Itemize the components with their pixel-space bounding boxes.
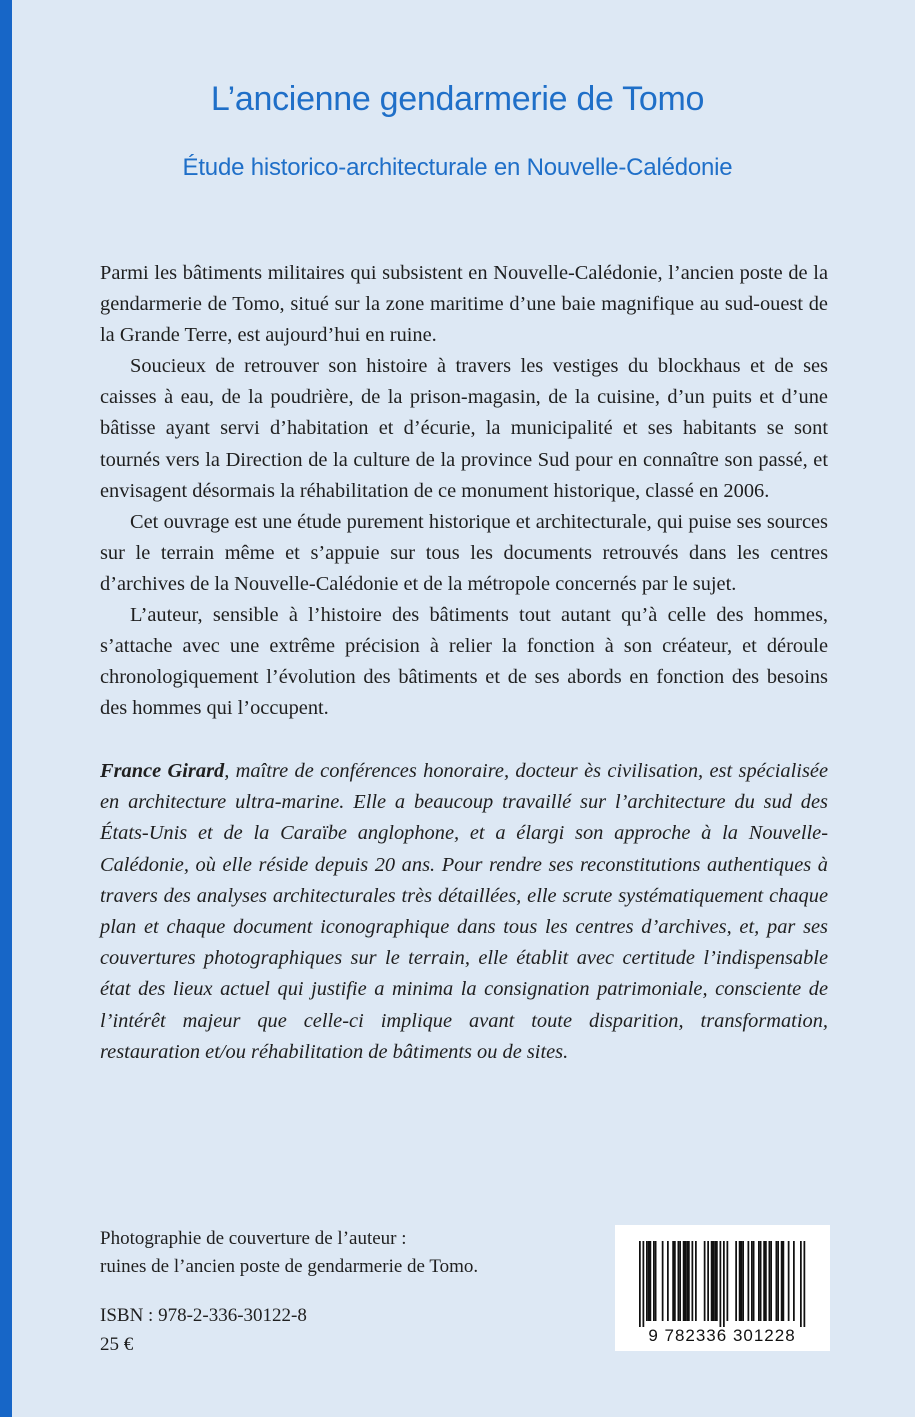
barcode-bar: [655, 1241, 657, 1321]
barcode-bar: [683, 1241, 685, 1321]
photo-credits: [100, 1225, 478, 1281]
barcode-bar: [781, 1241, 783, 1321]
barcode-bar: [686, 1241, 688, 1321]
barcode-bar: [679, 1241, 681, 1321]
barcode-bar: [674, 1241, 676, 1321]
barcode-bar: [692, 1241, 694, 1321]
barcode-bar: [678, 1241, 680, 1321]
barcode-bar: [777, 1241, 779, 1321]
barcode-bar: [720, 1241, 722, 1327]
barcode-bar: [758, 1241, 760, 1321]
barcode-bar: [763, 1241, 765, 1321]
barcode-bar: [742, 1241, 744, 1321]
barcode-bar: [653, 1241, 655, 1321]
isbn: ISBN : 978-2-336-30122-8: [100, 1305, 307, 1326]
barcode-bar: [751, 1241, 753, 1321]
summary-paragraph: Soucieux de retrouver son histoire à travers les vestiges du blockhaus et de ses caisses à eau, de la poudrière, de la prison-magasin, de la cuisine, d’un puits et d’une bâtisse ayant servi d’habitation et d’écurie, la municipalité et ses habitants se sont tournés vers la Direction de la culture de la province Sud pour en connaître son passé, et envisagent désormais la réhabilitation de ce monument historique, classé en 2006.: [100, 355, 828, 502]
barcode-bar: [662, 1241, 664, 1321]
barcode-bar: [650, 1241, 652, 1321]
barcode-bar: [672, 1241, 674, 1321]
photo-credits-line: Photographie de couverture de l’auteur :: [100, 1228, 407, 1249]
barcode-bar: [765, 1241, 767, 1321]
barcode-bars: [639, 1241, 805, 1327]
barcode-bar: [727, 1241, 729, 1321]
barcode-bar: [739, 1241, 741, 1321]
summary-paragraph: Cet ouvrage est une étude purement historique et architecturale, qui puise ses sources sur le terrain même et s’appuie sur tous les documents retrouvés dans les centres d’archives de la Nouvelle-Calédonie et de la métropole concernés par le sujet.: [100, 510, 828, 595]
barcode-bar: [800, 1241, 802, 1327]
photo-credits-line: ruines de l’ancien poste de gendarmerie de Tomo.: [100, 1256, 479, 1277]
summary-paragraph: Parmi les bâtiments militaires qui subsistent en Nouvelle-Calédonie, l’ancien poste de la gendarmerie de Tomo, situé sur la zone maritime d’une baie magnifique au sud-ouest de la Grande Terre, est aujourd’hui en ruine.: [100, 262, 828, 347]
barcode-bar: [788, 1241, 790, 1321]
barcode-bar: [723, 1241, 725, 1327]
barcode-bar: [707, 1241, 709, 1321]
barcode-bar: [667, 1241, 669, 1321]
barcode-bar: [648, 1241, 650, 1321]
author-bio: [100, 756, 828, 1068]
barcode-bar: [783, 1241, 785, 1321]
barcode-bar: [704, 1241, 706, 1321]
barcode-bar: [793, 1241, 795, 1321]
barcode-bar: [695, 1241, 697, 1321]
barcode-bar: [760, 1241, 762, 1321]
book-title: L’ancienne gendarmerie de Tomo: [210, 80, 705, 118]
barcode-bar: [741, 1241, 743, 1321]
barcode: [615, 1225, 830, 1351]
barcode-bar: [639, 1241, 641, 1327]
author-name: France Girard: [100, 760, 225, 782]
barcode-bar: [688, 1241, 690, 1321]
barcode-bar: [714, 1241, 716, 1321]
barcode-bar: [770, 1241, 772, 1321]
barcode-bar: [643, 1241, 645, 1327]
barcode-bar: [646, 1241, 648, 1321]
barcode-bar: [804, 1241, 806, 1327]
barcode-bar: [748, 1241, 750, 1321]
summary-paragraph: L’auteur, sensible à l’histoire des bâtiments tout autant qu’à celle des hommes, s’attache avec une extrême précision à relier la fonction à son créateur, et déroule chronologiquement l’évolution des bâtiments et de ses abords en fonction des besoins des hommes qui l’occupent.: [100, 604, 828, 720]
price: 25 €: [100, 1334, 134, 1355]
barcode-bar: [769, 1241, 771, 1321]
barcode-bar: [713, 1241, 715, 1321]
side-color-bar: [0, 0, 12, 1417]
barcode-bar: [776, 1241, 778, 1321]
summary-text: [100, 258, 828, 724]
barcode-digits: 9 782336 301228: [648, 1326, 796, 1345]
barcode-bar: [685, 1241, 687, 1321]
book-subtitle: Étude historico-architecturale en Nouvelle-Calédonie: [182, 154, 733, 181]
barcode-bar: [735, 1241, 737, 1321]
author-bio-text: , maître de conférences honoraire, docteur ès civilisation, est spécialisée en architecture ultra-marine. Elle a beaucoup travaillé sur l’architecture du sud des États-Unis et de la Caraïbe anglophone, et a élargi son approche à la Nouvelle-Calédonie, où elle réside depuis 20 ans. Pour rendre ses reconstitutions authentiques à travers des analyses architecturales très détaillées, elle scrute systématiquement chaque plan et chaque document iconographique dans tous les centres d’archives, et, par ses couvertures photographiques sur le terrain, elle établit avec certitude l’indispensable état des lieux actuel qui justifie a minima la consignation patrimoniale, consciente de l’intérêt majeur que celle-ci implique avant toute disparition, transformation, restauration et/ou réhabilitation de bâtiments ou de sites.: [100, 760, 828, 1063]
barcode-image: [615, 1225, 830, 1351]
barcode-bar: [753, 1241, 755, 1321]
barcode-bar: [716, 1241, 718, 1321]
barcode-bar: [711, 1241, 713, 1321]
